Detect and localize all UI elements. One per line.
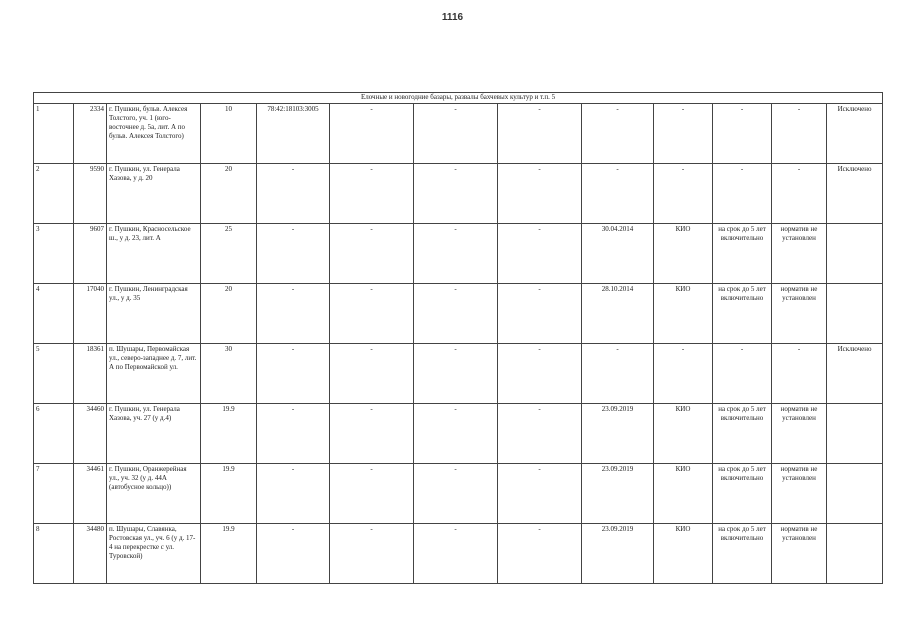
address-cell: г. Пушкин, ул. Генерала Хазова, у д. 20 — [107, 164, 201, 224]
table-cell: - — [414, 164, 498, 224]
norm-cell: норматив не установлен — [772, 404, 827, 464]
norm-cell: норматив не установлен — [772, 224, 827, 284]
table-cell: - — [330, 404, 414, 464]
norm-cell: - — [772, 344, 827, 404]
section-title: Елочные и новогодние базары, развалы бахчевых культур и т.п. 5 — [34, 93, 883, 104]
table-row — [34, 464, 883, 524]
address-cell: п. Шушары, Славянка, Ростовская ул., уч. 6 (у д. 17-4 на перекрестке с ул. Туровской) — [107, 524, 201, 584]
authority-cell: КИО — [654, 464, 713, 524]
table-cell: - — [330, 344, 414, 404]
address-cell: г. Пушкин, бульв. Алексея Толстого, уч. 1 (юго-восточнее д. 5а, лит. А по бульв. Алексея Толстого) — [107, 104, 201, 164]
date-cell: - — [582, 164, 654, 224]
row-number-cell: 1 — [34, 104, 74, 164]
table-cell: - — [414, 524, 498, 584]
area-cell: 10 — [201, 104, 257, 164]
term-cell: на срок до 5 лет включительно — [713, 224, 772, 284]
object-id-cell: 34480 — [74, 524, 107, 584]
table-cell: - — [330, 104, 414, 164]
area-cell: 19.9 — [201, 404, 257, 464]
status-cell — [827, 404, 883, 464]
area-cell: 19.9 — [201, 464, 257, 524]
row-number-cell: 2 — [34, 164, 74, 224]
table-cell: - — [414, 284, 498, 344]
status-cell: Исключено — [827, 104, 883, 164]
authority-cell: КИО — [654, 404, 713, 464]
address-cell: г. Пушкин, Оранжерейная ул., уч. 32 (у д. 44А (автобусное кольцо)) — [107, 464, 201, 524]
cadastre-number-cell: - — [257, 164, 330, 224]
row-number-cell: 3 — [34, 224, 74, 284]
area-cell: 19.9 — [201, 524, 257, 584]
authority-cell: - — [654, 104, 713, 164]
term-cell: - — [713, 104, 772, 164]
table-cell: - — [498, 164, 582, 224]
table-row — [34, 104, 883, 164]
table-cell: - — [498, 404, 582, 464]
status-cell: Исключено — [827, 164, 883, 224]
authority-cell: КИО — [654, 524, 713, 584]
term-cell: на срок до 5 лет включительно — [713, 524, 772, 584]
row-number-cell: 7 — [34, 464, 74, 524]
row-number-cell: 5 — [34, 344, 74, 404]
address-cell: г. Пушкин, Ленинградская ул., у д. 35 — [107, 284, 201, 344]
status-cell — [827, 464, 883, 524]
address-cell: п. Шушары, Первомайская ул., северо-западнее д. 7, лит. А по Первомайской ул. — [107, 344, 201, 404]
area-cell: 25 — [201, 224, 257, 284]
page-number: 1116 — [441, 12, 464, 23]
norm-cell: норматив не установлен — [772, 524, 827, 584]
area-cell: 20 — [201, 284, 257, 344]
table-row — [34, 404, 883, 464]
table-cell: - — [498, 104, 582, 164]
table-cell: - — [498, 284, 582, 344]
cadastre-number-cell: - — [257, 404, 330, 464]
norm-cell: норматив не установлен — [772, 284, 827, 344]
table-cell: - — [498, 524, 582, 584]
cadastre-number-cell: - — [257, 284, 330, 344]
object-id-cell: 9590 — [74, 164, 107, 224]
cadastre-number-cell: - — [257, 464, 330, 524]
term-cell: на срок до 5 лет включительно — [713, 464, 772, 524]
table-cell: - — [330, 224, 414, 284]
table-cell: - — [414, 104, 498, 164]
table-cell: - — [414, 344, 498, 404]
area-cell: 30 — [201, 344, 257, 404]
object-id-cell: 34461 — [74, 464, 107, 524]
table-row — [34, 344, 883, 404]
cadastre-number-cell: - — [257, 224, 330, 284]
norm-cell: - — [772, 104, 827, 164]
date-cell: 30.04.2014 — [582, 224, 654, 284]
date-cell: 28.10.2014 — [582, 284, 654, 344]
table-cell: - — [414, 224, 498, 284]
status-cell — [827, 284, 883, 344]
table-cell: - — [330, 284, 414, 344]
address-cell: г. Пушкин, Красносельское ш., у д. 23, лит. А — [107, 224, 201, 284]
cadastre-number-cell: 78:42:18103:3005 — [257, 104, 330, 164]
area-cell: 20 — [201, 164, 257, 224]
object-id-cell: 18361 — [74, 344, 107, 404]
cadastre-number-cell: - — [257, 344, 330, 404]
object-id-cell: 17040 — [74, 284, 107, 344]
cadastre-number-cell: - — [257, 524, 330, 584]
norm-cell: - — [772, 164, 827, 224]
object-id-cell: 34460 — [74, 404, 107, 464]
table-row — [34, 224, 883, 284]
status-cell — [827, 224, 883, 284]
term-cell: на срок до 5 лет включительно — [713, 404, 772, 464]
table-cell: - — [414, 464, 498, 524]
authority-cell: КИО — [654, 224, 713, 284]
section-header-row — [34, 93, 883, 104]
table-cell: - — [414, 404, 498, 464]
table-cell: - — [330, 464, 414, 524]
row-number-cell: 6 — [34, 404, 74, 464]
authority-cell: КИО — [654, 284, 713, 344]
date-cell: - — [582, 104, 654, 164]
date-cell: 23.09.2019 — [582, 524, 654, 584]
date-cell: - — [582, 344, 654, 404]
status-cell: Исключено — [827, 344, 883, 404]
date-cell: 23.09.2019 — [582, 464, 654, 524]
table-row — [34, 284, 883, 344]
table-cell: - — [330, 524, 414, 584]
table-cell: - — [330, 164, 414, 224]
address-cell: г. Пушкин, ул. Генерала Хазова, уч. 27 (у д.4) — [107, 404, 201, 464]
object-id-cell: 9607 — [74, 224, 107, 284]
authority-cell: - — [654, 164, 713, 224]
authority-cell: - — [654, 344, 713, 404]
row-number-cell: 4 — [34, 284, 74, 344]
table-row — [34, 524, 883, 584]
table-row — [34, 164, 883, 224]
table-cell: - — [498, 344, 582, 404]
status-cell — [827, 524, 883, 584]
table-cell: - — [498, 224, 582, 284]
object-id-cell: 2334 — [74, 104, 107, 164]
term-cell: - — [713, 164, 772, 224]
date-cell: 23.09.2019 — [582, 404, 654, 464]
register-table — [33, 92, 883, 584]
term-cell: на срок до 5 лет включительно — [713, 284, 772, 344]
row-number-cell: 8 — [34, 524, 74, 584]
norm-cell: норматив не установлен — [772, 464, 827, 524]
term-cell: - — [713, 344, 772, 404]
table-cell: - — [498, 464, 582, 524]
